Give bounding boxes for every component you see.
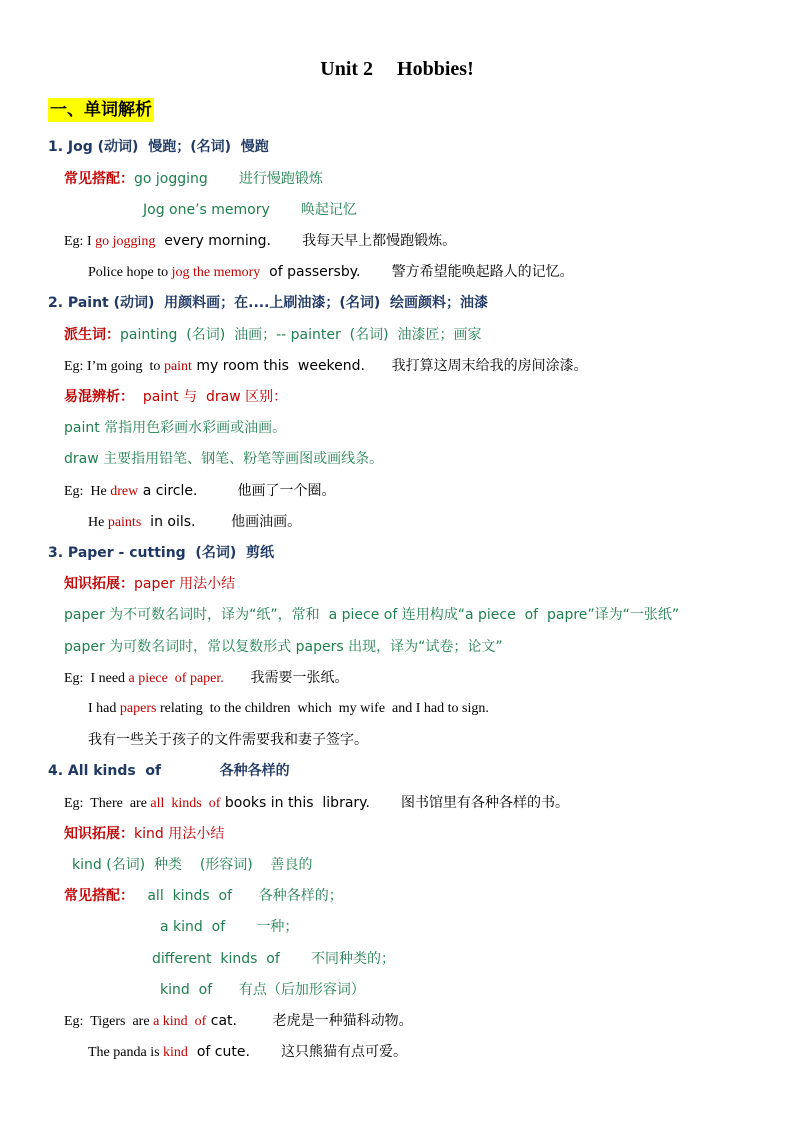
text-run: paint 常指用色彩画水彩画或油画。 bbox=[64, 420, 287, 436]
text-line bbox=[64, 668, 348, 689]
text-run: 4. All kinds of 各种各样的 bbox=[48, 763, 290, 779]
text-run: The panda is bbox=[88, 1045, 164, 1060]
text-line bbox=[72, 855, 313, 876]
text-run: go jogging bbox=[95, 234, 156, 249]
text-line bbox=[48, 293, 488, 314]
text-run: 常见搭配： bbox=[64, 888, 134, 904]
text-line bbox=[64, 387, 287, 408]
text-run: 常见搭配： bbox=[64, 171, 134, 187]
text-line bbox=[64, 574, 235, 595]
text-run: paper 为不可数名词时，译为“纸”，常和 a piece of 连用构成“a piece of papre”译为“一张纸” bbox=[64, 607, 680, 623]
text-run: Eg: Tigers are bbox=[64, 1014, 154, 1029]
text-run: of cute. 这只熊猫有点可爱。 bbox=[187, 1044, 408, 1060]
text-run: paper 用法小结 bbox=[134, 576, 236, 592]
text-run: kind (名词) 种类 (形容词) 善良的 bbox=[72, 857, 313, 873]
text-run: a kind of bbox=[153, 1014, 207, 1029]
text-run: Eg: I bbox=[64, 234, 96, 249]
text-line bbox=[64, 169, 323, 190]
text-run: a circle. 他画了一个圈。 bbox=[138, 483, 336, 499]
text-run: every morning. 我每天早上都慢跑锻炼。 bbox=[155, 233, 457, 249]
text-run: 知识拓展： bbox=[64, 576, 134, 592]
text-line bbox=[88, 512, 301, 533]
text-run: paint 与 draw 区别： bbox=[134, 389, 288, 405]
page-title bbox=[0, 55, 794, 83]
text-run: cat. 老虎是一种猫科动物。 bbox=[206, 1013, 413, 1029]
text-run: kind 用法小结 bbox=[134, 826, 225, 842]
text-run: 我有一些关于孩子的文件需要我和妻子签字。 bbox=[88, 732, 368, 748]
text-run: in oils. 他画油画。 bbox=[141, 514, 302, 530]
text-run: He bbox=[88, 515, 108, 530]
text-run: Jog one’s memory 唤起记忆 bbox=[143, 202, 357, 218]
text-line bbox=[48, 761, 290, 782]
text-run: 我需要一张纸。 bbox=[223, 670, 349, 686]
text-run: a kind of 一种； bbox=[160, 919, 299, 935]
text-line bbox=[64, 449, 383, 470]
text-run: Eg: I’m going to bbox=[64, 359, 164, 374]
text-run: 1. Jog (动词) 慢跑；(名词) 慢跑 bbox=[48, 139, 269, 155]
text-run: 2. Paint (动词) 用颜料画；在....上刷油漆；(名词) 绘画颜料；油漆 bbox=[48, 295, 488, 311]
text-line bbox=[64, 356, 588, 377]
text-run: 知识拓展： bbox=[64, 826, 134, 842]
text-run: Eg: I need bbox=[64, 671, 129, 686]
text-run: a piece of paper. bbox=[128, 671, 224, 686]
text-line bbox=[64, 824, 224, 845]
text-line bbox=[64, 605, 679, 626]
text-line bbox=[143, 200, 357, 221]
text-run: of passersby. 警方希望能唤起路人的记忆。 bbox=[260, 264, 574, 280]
text-run: different kinds of 不同种类的； bbox=[152, 951, 395, 967]
text-run: paints bbox=[107, 515, 142, 530]
text-run: my room this weekend. 我打算这周末给我的房间涂漆。 bbox=[191, 358, 588, 374]
text-line bbox=[64, 793, 569, 814]
text-run: Eg: He bbox=[64, 484, 111, 499]
text-run: 派生词： bbox=[64, 327, 120, 343]
title-unit: Unit 2 bbox=[320, 58, 374, 80]
text-run: kind bbox=[163, 1045, 188, 1060]
text-run: 3. Paper - cutting (名词) 剪纸 bbox=[48, 545, 274, 561]
title-topic: Hobbies! bbox=[397, 58, 474, 80]
text-line bbox=[64, 637, 503, 658]
text-line bbox=[64, 231, 456, 252]
text-line bbox=[64, 325, 481, 346]
text-line bbox=[88, 1042, 407, 1063]
text-line bbox=[160, 980, 365, 1001]
text-run: papers bbox=[119, 701, 157, 716]
section-heading: 一、单词解析 bbox=[50, 100, 152, 120]
text-run: 易混辨析： bbox=[64, 389, 134, 405]
text-run: draw 主要指用铅笔、钢笔、粉笔等画图或画线条。 bbox=[64, 451, 384, 467]
text-run: go jogging 进行慢跑锻炼 bbox=[134, 171, 323, 187]
text-line bbox=[48, 543, 274, 564]
text-run: paper 为可数名词时，常以复数形式 papers 出现，译为“试卷；论文” bbox=[64, 639, 503, 655]
text-run: painting (名词) 油画；-- painter (名词) 油漆匠；画家 bbox=[120, 327, 482, 343]
text-run: all kinds of 各种各样的； bbox=[134, 888, 343, 904]
text-run: relating to the children which my wife and I had to sign. bbox=[156, 701, 489, 716]
text-run: kind of 有点（后加形容词） bbox=[160, 982, 365, 998]
text-line bbox=[64, 1011, 413, 1032]
text-line bbox=[64, 886, 343, 907]
text-line bbox=[88, 699, 489, 719]
text-run: Police hope to bbox=[88, 265, 172, 280]
text-line bbox=[160, 917, 298, 938]
text-run: paint bbox=[163, 359, 192, 374]
text-line bbox=[152, 949, 395, 970]
text-line bbox=[64, 481, 335, 502]
text-run: I had bbox=[88, 701, 120, 716]
text-run: Eg: There are bbox=[64, 796, 151, 811]
text-run: jog the memory bbox=[171, 265, 261, 280]
text-line bbox=[64, 418, 286, 439]
text-run: drew bbox=[110, 484, 139, 499]
text-line bbox=[88, 730, 368, 751]
text-run: all kinds of bbox=[150, 796, 221, 811]
text-line bbox=[88, 262, 574, 283]
text-line bbox=[48, 137, 269, 158]
text-run: books in this library. 图书馆里有各种各样的书。 bbox=[220, 795, 570, 811]
